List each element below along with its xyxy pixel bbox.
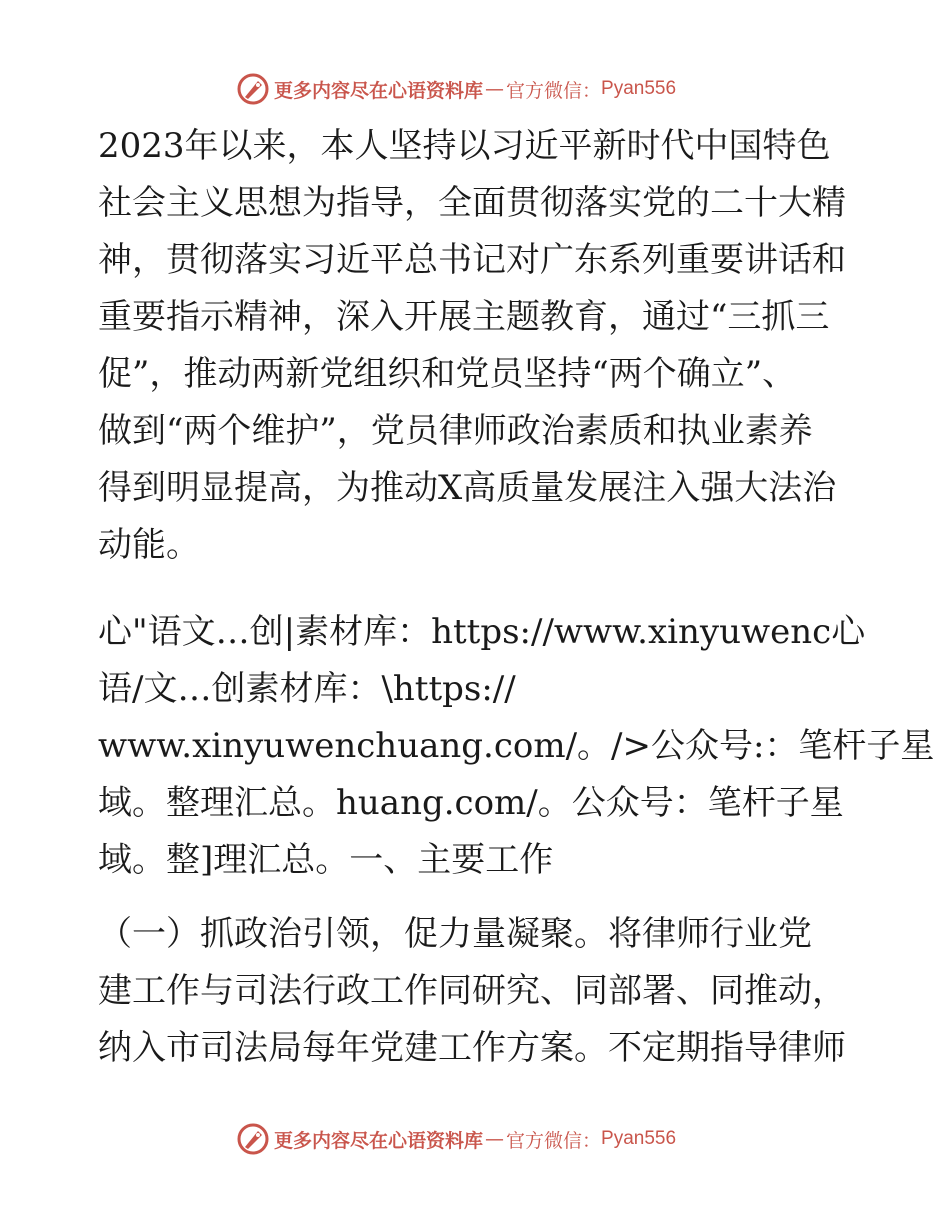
text-line: （一）抓政治引领，促力量凝聚。将律师行业党 <box>98 914 812 954</box>
pen-nib-logo-icon <box>236 1122 270 1156</box>
banner-brand-text: 更多内容尽在心语资料库 <box>274 1129 484 1152</box>
banner-separator: — <box>485 78 505 100</box>
footer-watermark-banner <box>236 1122 676 1156</box>
paragraph-intro <box>98 118 858 574</box>
banner-brand-text: 更多内容尽在心语资料库 <box>274 79 484 102</box>
pen-nib-logo-icon <box>236 72 270 106</box>
text-line: 神，贯彻落实习近平总书记对广东系列重要讲话和 <box>98 240 846 280</box>
text-line: 语/文…创素材库：\https:// <box>98 669 516 709</box>
banner-wechat-id: Pyan556 <box>601 78 677 99</box>
text-line: 心"语文…创|素材库：https://www.xinyuwenc心 <box>98 612 866 652</box>
text-line: 动能。 <box>98 525 200 565</box>
text-line: 建工作与司法行政工作同研究、同部署、同推动， <box>98 971 846 1011</box>
banner-contact-label: 官方微信： <box>506 79 602 102</box>
text-line: 域。整]理汇总。一、主要工作 <box>98 840 554 880</box>
paragraph-source-note <box>98 604 935 889</box>
banner-separator: — <box>485 1128 505 1150</box>
text-line: 纳入市司法局每年党建工作方案。不定期指导律师 <box>98 1028 846 1068</box>
text-line: 重要指示精神，深入开展主题教育，通过“三抓三 <box>98 297 830 337</box>
text-line: 2023年以来，本人坚持以习近平新时代中国特色 <box>98 126 831 166</box>
header-watermark-banner <box>236 72 676 106</box>
text-line: 做到“两个维护”，党员律师政治素质和执业素养 <box>98 411 813 451</box>
banner-contact-label: 官方微信： <box>506 1129 602 1152</box>
text-line: 促”，推动两新党组织和党员坚持“两个确立”、 <box>98 354 797 394</box>
text-line: 得到明显提高，为推动X高质量发展注入强大法治 <box>98 468 837 508</box>
text-line: 域。整理汇总。huang.com/。公众号：笔杆子星 <box>98 783 844 823</box>
paragraph-section-one <box>98 906 858 1077</box>
banner-wechat-id: Pyan556 <box>601 1128 677 1149</box>
text-line: 社会主义思想为指导，全面贯彻落实党的二十大精 <box>98 183 846 223</box>
text-line: www.xinyuwenchuang.com/。/>公众号:：笔杆子星 <box>98 726 935 766</box>
